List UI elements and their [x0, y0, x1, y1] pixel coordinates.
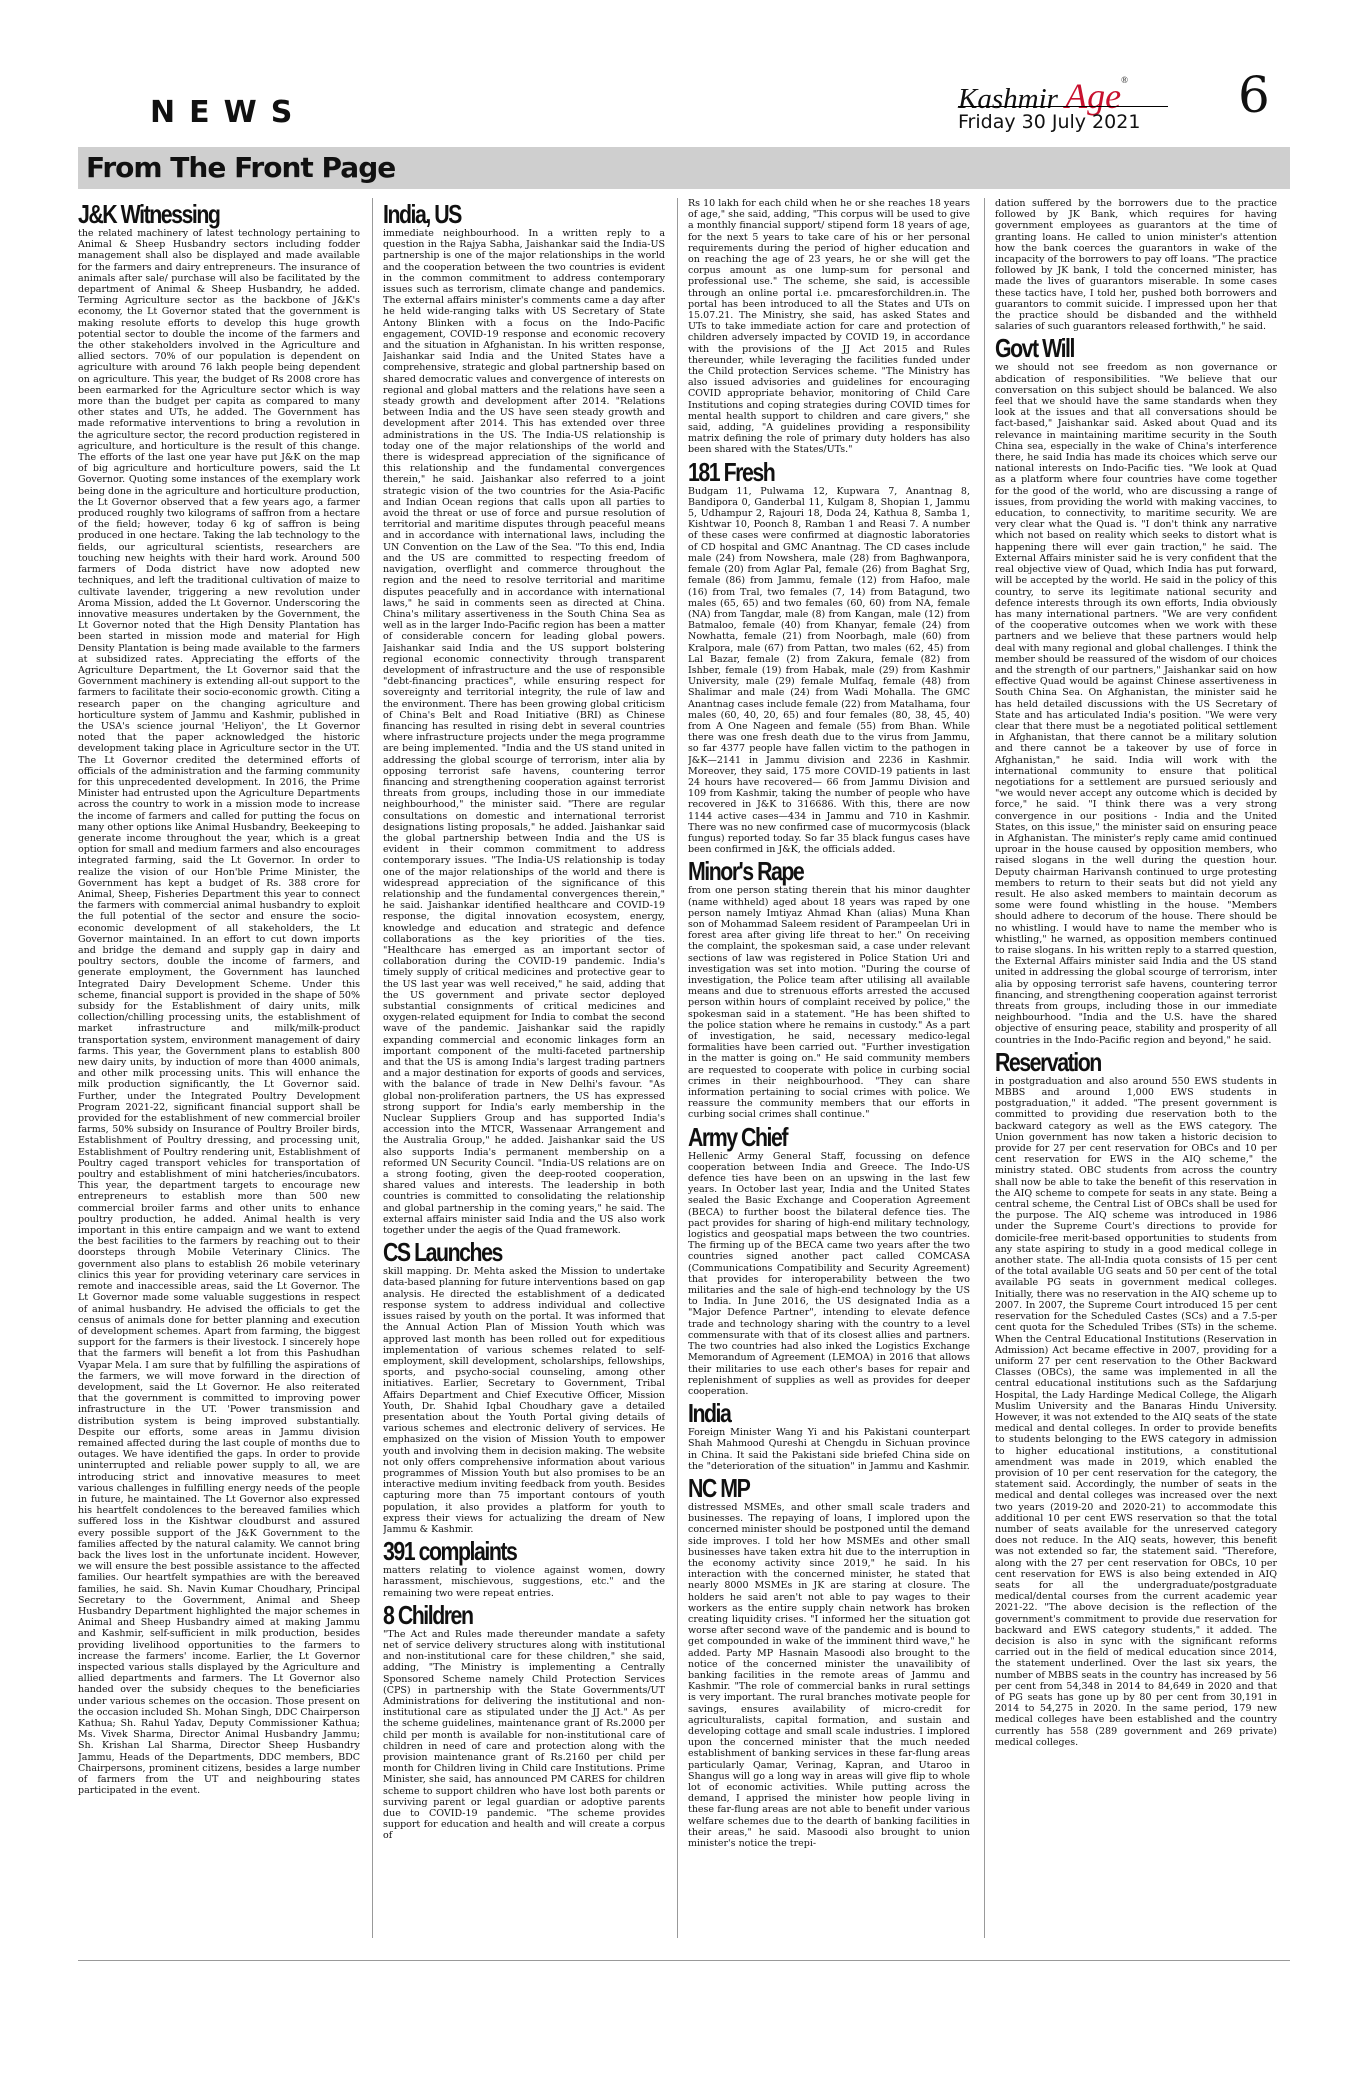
article-body: "The Act and Rules made thereunder mandate a safety net of service delivery structures along with institutional and non-institutional care for these children," she said, adding, "The Ministry is implementing a Centrally Sponsored Scheme namely Child Protection Services (CPS) in partnership with the State Governments/UT Administrations for delivering the institutional and non-institutional care as stipulated under the JJ Act." As per the scheme guidelines, maintenance grant of Rs.2000 per child per month is available for non-institutional care of children in need of care and protection along with the provision maintenance grant of Rs.2160 per child per month for Children living in Child care Institutions. Prime Minister, she said, has announced PM CARES for children scheme to support children who have lost both parents or surviving parent or legal guardian or adoptive parents due to COVID-19 pandemic. "The scheme provides support for education and health and will create a corpus of [383, 1628, 665, 1842]
banner-title: From The Front Page [86, 151, 396, 184]
article-body: Budgam 11, Pulwama 12, Kupwara 7, Anantnag 8, Bandipora 0, Ganderbal 11, Kulgam 8, Shopian 1, Jammu 5, Udhampur 2, Rajouri 18, Doda 24, Kathua 8, Samba 1, Kishtwar 10, Poonch 8, Ramban 1 and Reasi 7. A number of these cases were confirmed at diagnostic laboratories of CD hospital and GMC Anantnag. The CD cases include male (24) from Nowshera, male (28) from Baghwanpora, female (20) from Aglar Pal, female (26) from Baghat Srg, female (86) from Jammu, female (12) from Hafoo, male (16) from Tral, two females (7, 14) from Batagund, two males (65, 65) and two females (60, 60) from NA, female (NA) from Tangdar, male (8) from Kangan, male (12) from Batmaloo, female (40) from Khanyar, female (24) from Nowhatta, female (21) from Noorbagh, male (60) from Kralpora, male (67) from Pattan, two males (62, 45) from Lal Bazar, female (2) from Zakura, female (82) from Ishber, female (19) from Habak, male (29) from Kashmir University, male (29) female Mulfaq, female (48) from Shalimar and male (24) from Wadi Mohalla. The GMC Anantnag cases include female (22) from Matalhama, four males (60, 40, 20, 65) and four females (80, 38, 45, 40) from A One Nageen and female (55) from Bhan. While there was one fresh death due to the virus from Jammu, so far 4377 people have fallen victim to the pathogen in J&K—2141 in Jammu division and 2236 in Kashmir. Moreover, they said, 175 more COVID-19 patients in last 24 hours have recovered— 66 from Jammu Division and 109 from Kashmir, taking the number of people who have recovered in J&K to 316686. With this, there are now 1144 active cases—434 in Jammu and 710 in Kashmir. There was no new confirmed case of mucormycosis (black fungus) reported today. So far 35 black fungus cases have been confirmed in J&K, the officials added. [688, 485, 970, 856]
article-body: in postgraduation and also around 550 EWS students in MBBS and around 1,000 EWS students in postgraduation," it added. "The present government is committed to providing due reservation both to the backward category as well as the EWS category. The Union government has now taken a historic decision to provide for 27 per cent reservation for OBCs and 10 per cent reservation for EWS in the AIQ scheme," the ministry stated. OBC students from across the country shall now be able to take the benefit of this reservation in the AIQ scheme to compete for seats in any state. Being a central scheme, the Central List of OBCs shall be used for the purpose. The AIQ scheme was introduced in 1986 under the Supreme Court's directions to provide for domicile-free merit-based opportunities to students from any state aspiring to study in a good medical college in another state. The all-India quota consists of 15 per cent of the total available UG seats and 50 per cent of the total available PG seats in government medical colleges. Initially, there was no reservation in the AIQ scheme up to 2007. In 2007, the Supreme Court introduced 15 per cent reservation for the Scheduled Castes (SCs) and a 7.5-per cent quota for the Scheduled Tribes (STs) in the scheme. When the Central Educational Institutions (Reservation in Admission) Act became effective in 2007, providing for a uniform 27 per cent reservation to the Other Backward Classes (OBCs), the same was implemented in all the central educational institutions such as the Safdarjung Hospital, the Lady Hardinge Medical College, the Aligarh Muslim University and the Banaras Hindu University. However, it was not extended to the AIQ seats of the state medical and dental colleges. In order to provide benefits to students belonging to the EWS category in admission to higher educational institutions, a constitutional amendment was made in 2019, which enabled the provision of 10 per cent reservation for the category, the statement said. Accordingly, the number of seats in the medical and dental colleges was increased over the next two years (2019-20 and 2020-21) to accommodate this additional 10 per cent EWS reservation so that the total number of seats available for the unreserved category does not reduce. In the AIQ seats, however, this benefit was not extended so far, the statement said. "Therefore, along with the 27 per cent reservation for OBCs, 10 per cent reservation for EWS is also being extended in AIQ seats for all the undergraduate/postgraduate medical/dental courses from the current academic year 2021-22. "The above decision is the reflection of the government's commitment to provide due reservation for backward and EWS category students," it added. The decision is also in sync with the significant reforms carried out in the field of medical education since 2014, the statement underlined. Over the last six years, the number of MBBS seats in the country has increased by 56 per cent from 54,348 in 2014 to 84,649 in 2020 and that of PG seats has gone up by 80 per cent from 30,191 in 2014 to 54,275 in 2020. In the same period, 179 new medical colleges have been established and the country currently has 558 (289 government and 269 private) medical colleges. [995, 1075, 1277, 1748]
headline-cs-launches: CS Launches [383, 1237, 502, 1268]
logo-word-kashmir: Kashmir [958, 83, 1058, 115]
article-body: matters relating to violence against women, dowry harassment, mischievous, suggestions, etc." and the remaining two were repeat entries. [383, 1565, 665, 1599]
headline-govt-will: Govt Will [995, 333, 1074, 364]
headline-391-complaints: 391 complaints [383, 1536, 517, 1567]
logo-word-age: Age [1065, 76, 1122, 116]
article-body: dation suffered by the borrowers due to the practice followed by JK Bank, which requires for having government employees as guarantors at the time of granting loans. He called to union minister's attention how the bank coerces the guarantors in wake of the incapacity of the borrowers to pay off loans. "The practice followed by JK bank, I told the concerned minister, has made the lives of guarantors miserable. In some cases these tactics have, I told her, pushed both borrowers and guarantors to commit suicide. I impressed upon her that the practice should be disbanded and the withheld salaries of such guarantors released forthwith," he said. [995, 198, 1277, 333]
article-body: Rs 10 lakh for each child when he or she reaches 18 years of age," she said, adding, "This corpus will be used to give a monthly financial support/ stipend form 18 years of age, for the next 5 years to take care of his or her personal requirements during the period of higher education and on reaching the age of 23 years, he or she will get the corpus amount as one lump-sum for personal and professional use." The scheme, she said, is accessible through an online portal i.e. pmcaresforchildren.in. The portal has been introduced to all the States and UTs on 15.07.21. The Ministry, she said, has asked States and UTs to take immediate action for care and protection of children adversely impacted by COVID 19, in accordance with the provisions of the JJ Act 2015 and Rules thereunder, while leveraging the facilities funded under the Child protection Services scheme. "The Ministry has also issued advisories and guidelines for encouraging COVID appropriate behavior, monitoring of Child Care Institutions and coping strategies during COVID times for mental health support to children and care givers," she said, adding, "A guidelines providing a responsibility matrix defining the role of primary duty holders has also been shared with the States/UTs." [688, 198, 970, 456]
headline-8-children: 8 Children [383, 1599, 473, 1630]
section-label: NEWS [150, 95, 307, 130]
section-banner [78, 147, 1290, 189]
headline-reservation: Reservation [995, 1046, 1101, 1077]
article-body: from one person stating therein that his minor daughter (name withheld) aged about 18 years was raped by one person namely Imtiyaz Ahmad Khan (alias) Muna Khan son of Mohammad Saleem resident of Parampeelan Uri in forest area after giving life threat to her." On receiving the complaint, the spokesman said, a case under relevant sections of law was registered in Police Station Uri and investigation was set into motion. "During the course of investigation, the Police team after utilising all available means and due to strenuous efforts arrested the accused person within hours of complaint received by police," the spokesman said in a statement. "He has been shifted to the police station where he remains in custody." As a part of investigation, he said, necessary medico-legal formalities have been carried out. "Further investigation in the matter is going on." He said community members are requested to cooperate with police in curbing social crimes in their neighbourhood. "They can share information pertaining to social crimes with police. We reassure the community members that our efforts in curbing social crimes shall continue." [688, 885, 970, 1121]
column-divider [677, 198, 678, 1938]
column-3 [688, 198, 970, 1936]
column-4 [995, 198, 1277, 1936]
headline-minors-rape: Minor's Rape [688, 856, 804, 887]
issue-date: Friday 30 July 2021 [958, 106, 1168, 133]
headline-india: India [688, 1398, 731, 1429]
headline-jk-witnessing: J&K Witnessing [78, 199, 220, 229]
headline-181-fresh: 181 Fresh [688, 456, 775, 487]
headline-india-us: India, US [383, 199, 461, 229]
column-2 [383, 198, 665, 1936]
footer-rule [78, 1960, 1290, 1961]
column-divider [372, 198, 373, 1938]
article-body: Hellenic Army General Staff, focussing on defence cooperation between India and Greece. The Indo-US defence ties have been on an upswing in the last few years. In October last year, India and the United States sealed the Basic Exchange and Cooperation Agreement (BECA) to further boost the bilateral defence ties. The pact provides for sharing of high-end military technology, logistics and geospatial maps between the two countries. The firming up of the BECA came two years after the two countries signed another pact called COMCASA (Communications Compatibility and Security Agreement) that provides for interoperability between the two militaries and the sale of high-end technology by the US to India. In June 2016, the US designated India as a "Major Defence Partner", intending to elevate defence trade and technology sharing with the country to a level commensurate with that of its closest allies and partners. The two countries had also inked the Logistics Exchange Memorandum of Agreement (LEMOA) in 2016 that allows their militaries to use each other's bases for repair and replenishment of supplies as well as provides for deeper cooperation. [688, 1150, 970, 1397]
column-1 [78, 198, 360, 1936]
headline-army-chief: Army Chief [688, 1121, 787, 1152]
article-body: the related machinery of latest technology pertaining to Animal & Sheep Husbandry sectors including fodder management shall also be displayed and made available for the farmers and dairy entrepreneurs. The insurance of animals after sale/ purchase will also be facilitated by the department of Animal & Sheep Husbandry, he added. Terming Agriculture sector as the backbone of J&K's economy, the Lt Governor stated that the government is making resolute efforts to develop this huge growth potential sector to double the income of the farmers and the other stakeholders involved in the Agriculture and allied sectors. 70% of our population is dependent on agriculture with around 76 lakh people being dependent on agriculture. This year, the budget of Rs 2008 crore has been earmarked for the Agriculture sector which is way more than the budget per capita as compared to many other states and UTs, he added. The Government has made reformative interventions to bring a revolution in the agriculture sector, the record production registered in agriculture, and horticulture is the result of this change. The efforts of the last one year have put J&K on the map of big agriculture and horticulture powers, said the Lt Governor. Quoting some instances of the exemplary work being done in the agriculture and horticulture production, the Lt Governor observed that a few years ago, a farmer produced roughly two kilograms of saffron from a hectare of the field; however, today 6 kg of saffron is being produced in one hectare. Taking the lab technology to the fields, our agricultural scientists, researchers are touching new heights with their hard work. Around 500 farmers of Doda district have now adopted new techniques, and left the traditional cultivation of maize to cultivate lavender, triggering a new revolution under Aroma Mission, added the Lt Governor. Underscoring the innovative measures undertaken by the Government, the Lt Governor noted that the High Density Plantation has been started in mission mode and material for High Density Plantation is being made available to the farmers at subsidized rates. Appreciating the efforts of the Agriculture Department, the Lt Governor said that the Government machinery is extending all-out support to the farmers to facilitate their socio-economic growth. Citing a research paper on the changing agriculture and horticulture system of Jammu and Kashmir, published in the USA's science journal 'Heliyon', the Lt Governor noted that the paper acknowledged the historic development taking place in Agriculture sector in the UT. The Lt Governor credited the determined efforts of officials of the administration and the farming community for this unprecedented development. In 2016, the Prime Minister had entrusted upon the Agriculture Departments across the country to work in a mission mode to increase the income of farmers and called for putting the focus on many other options like Animal Husbandry, Beekeeping to generate income throughout the year, which is a great option for small and medium farmers and also encourages integrated farming, said the Lt Governor. In order to realize the vision of our Hon'ble Prime Minister, the Government has kept a budget of Rs. 388 crore for Animal, Sheep, Fisheries Department this year to connect the farmers with commercial animal husbandry to exploit the full potential of the sector and ensure the socio-economic development of all stakeholders, the Lt Governor maintained. In an effort to cut down imports and bridge the demand and supply gap in dairy and poultry sectors, double the income of farmers, and generate employment, the Government has launched Integrated Dairy Development Scheme. Under this scheme, financial support is provided in the shape of 50% subsidy for the Establishment of dairy units, milk collection/chilling processing units, the establishment of market infrastructure and milk/milk-product transportation system, environment management of dairy farms. This year, the Government plans to establish 800 new dairy units, by induction of more than 4000 animals, and other milk processing units. This will enhance the milk production significantly, the Lt Governor said. Further, under the Integrated Poultry Development Program 2021-22, significant financial support shall be provided for the establishment of new commercial broiler farms, 50% subsidy on Insurance of Poultry Broiler birds, Establishment of Poultry dressing, and processing unit, Establishment of Poultry rendering unit, Establishment of Poultry caged transport vehicles for transportation of poultry and establishment of mini hatcheries/incubators. This year, the department targets to encourage new entrepreneurs to establish more than 500 new commercial broiler farms and other units to enhance poultry production, he added. Animal health is very important in this entire campaign and we want to extend the best facilities to the farmers by reaching out to their doorsteps through Mobile Veterinary Clinics. The government also plans to establish 26 mobile veterinary clinics this year for providing veterinary care services in remote and inaccessible areas, said the Lt Governor. The Lt Governor made some valuable suggestions in respect of animal husbandry. He advised the officials to get the census of animals done for better planning and execution of development schemes. Apart from farming, the biggest support for the farmers is their livestock. I sincerely hope that the farmers will benefit a lot from this Pashudhan Vyapar Mela. I am sure that by fulfilling the aspirations of the farmers, we will move forward in the direction of development, said the Lt Governor. He also reiterated that the government is committed to improving power infrastructure in the UT. 'Power transmission and distribution system is being improved substantially. Despite our efforts, some areas in Jammu division remained affected during the last couple of months due to outages. We have identified the gaps. In order to provide uninterrupted and reliable power supply to all, we are introducing strict and innovative measures to meet various challenges in fulfilling energy needs of the people in future, he maintained. The Lt Governor also expressed his heartfelt condolences to the bereaved families which suffered loss in the Kishtwar cloudburst and assured every possible support of the J&K Government to the families affected by the natural calamity. We cannot bring back the lives lost in the unfortunate incident. However, we will ensure the best possible assistance to the affected families. Our heartfelt sympathies are with the bereaved families, he said. Sh. Navin Kumar Choudhary, Principal Secretary to the Government, Animal and Sheep Husbandry Department highlighted the major schemes in Animal and Sheep Husbandry aimed at making Jammu and Kashmir, self-sufficient in milk production, besides providing livelihood opportunities to the farmers to increase the farmers' income. Earlier, the Lt Governor inspected various stalls displayed by the Agriculture and allied departments and farmers. The Lt Governor also handed over the subsidy cheques to the beneficiaries under various schemes on the occasion. Those present on the occasion included Sh. Mohan Singh, DDC Chairperson Kathua; Sh. Rahul Yadav, Deputy Commissioner Kathua; Ms. Vivek Sharma, Director Animal Husbandry Jammu; Sh. Krishan Lal Sharma, Director Sheep Husbandry Jammu, Heads of the Departments, DDC members, BDC Chairpersons, prominent citizens, besides a large number of farmers from the UT and neighbouring states participated in the event. [78, 228, 360, 1797]
article-body: skill mapping. Dr. Mehta asked the Mission to undertake data-based planning for future interventions based on gap analysis. He directed the establishment of a dedicated response system to address individual and collective issues raised by youth on the portal. It was informed that the Annual Action Plan of Mission Youth which was approved last month has been rolled out for expeditious implementation of various schemes related to self-employment, skill development, scholarships, fellowships, sports, and psycho-social counseling, among other initiatives. Earlier, Secretary to Government, Tribal Affairs Department and Chief Executive Officer, Mission Youth, Dr. Shahid Iqbal Choudhary gave a detailed presentation about the Youth Portal giving details of various schemes and electronic delivery of services. He emphasized on the vision of Mission Youth to empower youth and involving them in decision making. The website not only offers comprehensive information about various programmes of Mission Youth but also promises to be an interactive medium inviting feedback from youth. Besides capturing more than 75 important contours of youth population, it also provides a platform for youth to express their views for actualizing the dream of New Jammu & Kashmir. [383, 1266, 665, 1535]
article-body: Foreign Minister Wang Yi and his Pakistani counterpart Shah Mahmood Qureshi at Chengdu in Sichuan province in China. It said the Pakistani side briefed China side on the "deterioration of the situation" in Jammu and Kashmir. [688, 1427, 970, 1472]
page-number: 6 [1238, 66, 1270, 124]
article-body: we should not see freedom as non governance or abdication of responsibilities. "We believe that our conversation on this subject should be balanced. We also feel that we should have the same standards when they look at the issues and that all conversations should be fact-based," Jaishankar said. Asked about Quad and its relevance in maintaining maritime security in the South China sea, especially in the wake of China's interference there, he said India has made its choices which serve our national interests on Indo-Pacific ties. "We look at Quad as a platform where four countries have come together for the good of the world, who are discussing a range of issues, from providing the world with making vaccines, to education, to connectivity, to maritime security. We are very clear what the Quad is. "I don't think any narrative which not based on reality which seeks to distort what is happening there will ever gain traction," he said. The External Affairs minister said he is very confident that the real objective view of Quad, which India has put forward, will be accepted by the world. He said in the policy of this country, to serve its legitimate national security and defence interests through its own efforts, India obviously has many international partners. "We are very confident of the cooperative outcomes when we work with these partners and we believe that these partners would help deal with many regional and global challenges. I think the member should be reassured of the wisdom of our choices and the strength of our partners," Jaishankar said on how effective Quad would be against Chinese assertiveness in South China Sea. On Afghanistan, the minister said he has held detailed discussions with the US Secretary of State and has articulated India's position. "We were very clear that there must be a negotiated political settlement in Afghanistan, that there cannot be a military solution and there cannot be a takeover by use of force in Afghanistan," he said. India will work with the international community to ensure that political negotiations for a settlement are pursued seriously and "we would never accept any outcome which is decided by force," he said. "I think there was a very strong convergence in our positions - India and the United States, on this issue," the minister said on ensuring peace in Afghanistan. The minister's reply came amid continued uproar in the house caused by opposition members, who raised slogans in the well during the question hour. Deputy chairman Harivansh continued to urge protesting members to return to their seats but did not yield any result. He also asked members to maintain decorum as some were found whistling in the house. "Members should adhere to decorum of the house. There should be no whistling. I would have to name the member who is whistling," he warned, as opposition members continued to raise slogans. In his written reply to a starred question, the External Affairs minister said India and the US stand united in addressing the global scourge of terrorism, inter alia by opposing terrorist safe havens, countering terror financing, and strengthening cooperation against terrorist threats from groups, including those in our immediate neighbourhood. "India and the U.S. have the shared objective of ensuring peace, stability and prosperity of all countries in the Indo-Pacific region and beyond," he said. [995, 362, 1277, 1046]
logo-registered-mark: ® [1121, 75, 1128, 85]
headline-nc-mp: NC MP [688, 1472, 750, 1503]
column-divider [984, 198, 985, 1938]
article-body: distressed MSMEs, and other small scale traders and businesses. The repaying of loans, I implored upon the concerned minister should be postponed until the demand side improves. I told her how MSMEs and other small businesses have taken extra hit due to the interruption in the economy activity since 2019," he said. In his interaction with the concerned minister, he stated that nearly 8000 MSMEs in JK are staring at closure. The holders he said aren't not able to pay wages to their workers as the entire supply chain network has broken creating liquidity crises. "I informed her the situation got worse after second wave of the pandemic and is bound to get compounded in wake of the imminent third wave," he added. Party MP Hasnain Masoodi also brought to the notice of the concerned minister the unavailibity of banking facilities in the remote areas of Jammu and Kashmir. "The role of commercial banks in rural settings is very important. The rural branches motivate people for savings, ensures availability of micro-credit for agriculturalists, capital formation, and sustain and developing cottage and small scale industries. I implored upon the concerned minister that the much needed establishment of banking services in these far-flung areas particularly Qamar, Verinag, Kapran, and Utaroo in Shangus will go a long way in areas will give flip to whole lot of economic activities. While putting across the demand, I apprised the minister how people living in these far-flung areas are not able to benefit under various welfare schemes due to the dearth of banking facilities in their areas," he said. Masoodi also brought to union minister's notice the trepi- [688, 1501, 970, 1850]
article-body: immediate neighbourhood. In a written reply to a question in the Rajya Sabha, Jaishankar said the India-US partnership is one of the major relationships in the world and the cooperation between the two countries is evident in the common commitment to address contemporary issues such as terrorism, climate change and pandemics. The external affairs minister's comments came a day after he held wide-ranging talks with US Secretary of State Antony Blinken with a focus on the Indo-Pacific engagement, COVID-19 response and economic recovery and the situation in Afghanistan. In his written response, Jaishankar said India and the United States have a comprehensive, strategic and global partnership based on shared democratic values and convergence of interests on regional and global matters and the relations have seen a steady growth and development after 2014. "Relations between India and the US have seen steady growth and development after 2014. This has extended over three administrations in the US. The India-US relationship is today one of the major relationships of the world and there is widespread appreciation of the significance of this relationship and the fundamental convergences therein," he said. Jaishankar also referred to a joint strategic vision of the two countries for the Asia-Pacific and Indian Ocean regions that calls upon all parties to avoid the threat or use of force and pursue resolution of territorial and maritime disputes through peaceful means and in accordance with international laws, including the UN Convention on the Law of the Sea. "To this end, India and the US are committed to respecting freedom of navigation, overflight and commerce throughout the region and the need to resolve territorial and maritime disputes peacefully and in accordance with international laws," he said in comments seen as directed at China. China's military assertiveness in the South China Sea as well as in the larger Indo-Pacific region has been a matter of considerable concern for leading global powers. Jaishankar said India and the US support bolstering regional economic connectivity through transparent development of infrastructure and the use of responsible "debt-financing practices", while ensuring respect for sovereignty and territorial integrity, the rule of law and the environment. There has been growing global criticism of China's Belt and Road Initiative (BRI) as Chinese financing has resulted in rising debt in several countries where infrastructure projects under the mega programme are being implemented. "India and the US stand united in addressing the global scourge of terrorism, inter alia by opposing terrorist safe havens, countering terror financing and strengthening cooperation against terrorist threats from groups, including those in our immediate neighbourhood," the minister said. "There are regular consultations on domestic and international terrorist designations listing proposals," he added. Jaishankar said the global partnership between India and the US is evident in their common commitment to address contemporary issues. "The India-US relationship is today one of the major relationships of the world and there is widespread appreciation of the significance of this relationship and the fundamental convergences therein," he said. Jaishankar identified healthcare and COVID-19 response, the digital innovation ecosystem, energy, knowledge and education and strategic and defence collaborations as the key priorities of the ties. "Healthcare has emerged as an important sector of collaboration during the COVID-19 pandemic. India's timely supply of critical medicines and protective gear to the US last year was well received," he said, adding that the US government and private sector deployed substantial consignments of critical medicines and oxygen-related equipment for India to combat the second wave of the pandemic. Jaishankar said the rapidly expanding commercial and economic linkages form an important component of the multi-faceted partnership and that the US is among India's largest trading partners and a major destination for exports of goods and services, with the balance of trade in New Delhi's favour. "As global non-proliferation partners, the US has expressed strong support for India's early membership in the Nuclear Suppliers Group and has supported India's accession into the MTCR, Wassenaar Arrangement and the Australia Group," he added. Jaishankar said the US also supports India's permanent membership on a reformed UN Security Council. "India-US relations are on a strong footing, given the deep-rooted cooperation, shared values and interests. The leadership in both countries is committed to consolidating the relationship and global partnership in the coming years," he said. The external affairs minister said India and the US also work together under the aegis of the Quad framework. [383, 228, 665, 1237]
